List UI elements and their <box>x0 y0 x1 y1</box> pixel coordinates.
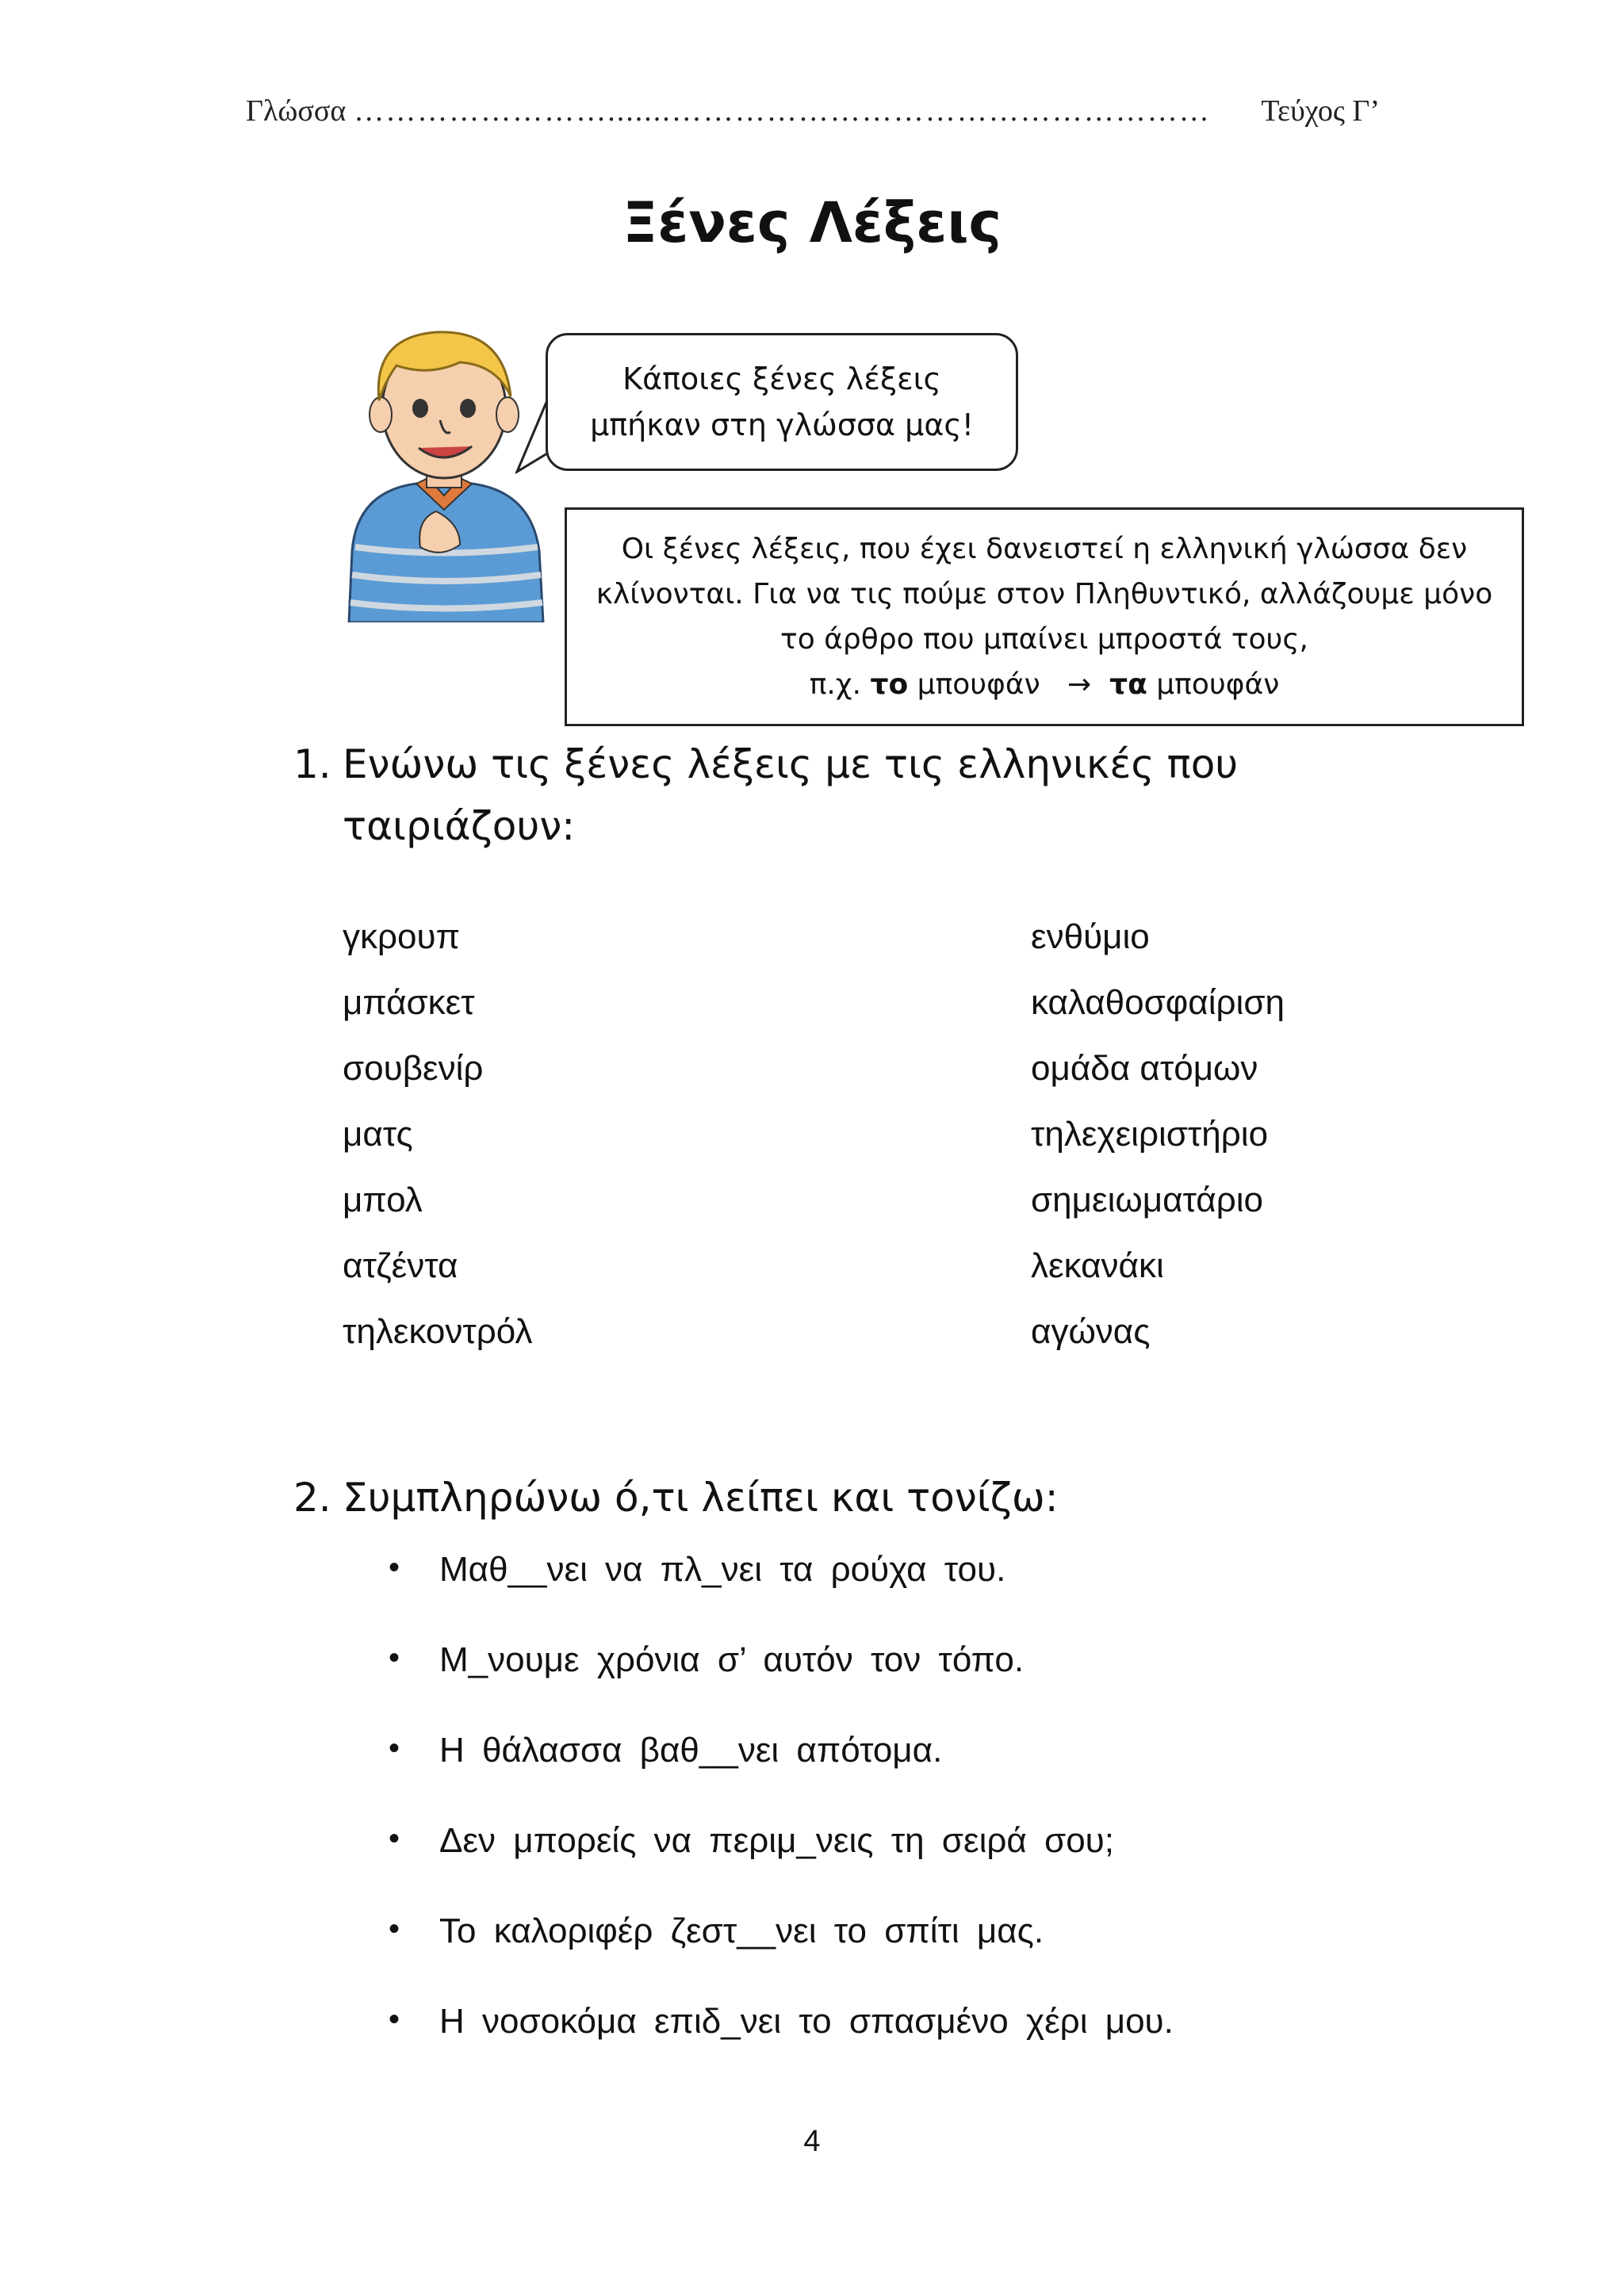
sentence-text: Η νοσοκόμα επιδ_νει το σπασμένο χέρι μου. <box>439 2002 1174 2041</box>
exercise-1-title-line-2: ταιριάζουν: <box>343 803 576 849</box>
rule-box <box>565 507 1524 726</box>
sentence-text: Η θάλασσα βαθ__νει απότομα. <box>439 1731 943 1770</box>
speech-bubble <box>546 333 1018 471</box>
header-subject: Γλώσσα <box>246 94 347 128</box>
greek-words-column <box>1031 904 1285 1364</box>
bullet-icon: • <box>389 1550 400 1585</box>
greek-word: σημειωματάριο <box>1031 1181 1263 1219</box>
example-article-plural: τα <box>1109 668 1147 701</box>
header-dots: …………………….......…………………………………………… <box>354 94 1211 128</box>
sentence-text: Μαθ__νει να πλ_νει τα ρούχα του. <box>439 1550 1006 1589</box>
rule-line-3: το άρθρο που μπαίνει μπροστά τους, <box>780 623 1308 656</box>
header-issue: Τεύχος Γ’ <box>1261 94 1380 128</box>
exercise-2-number: 2. <box>293 1475 331 1521</box>
page-header <box>246 94 1380 128</box>
rule-example <box>810 662 1280 707</box>
greek-word: λεκανάκι <box>1031 1246 1164 1285</box>
greek-word: αγώνας <box>1031 1312 1151 1351</box>
speech-bubble-line-2: μπήκαν στη γλώσσα μας! <box>590 408 974 442</box>
foreign-word: μπάσκετ <box>343 983 475 1022</box>
page-number: 4 <box>803 2125 821 2158</box>
exercise-1-title-line-1: Ενώνω τις ξένες λέξεις με τις ελληνικές που <box>343 741 1239 787</box>
bullet-icon: • <box>389 1911 400 1946</box>
list-item <box>389 1821 1174 1911</box>
foreign-word: μπολ <box>343 1181 423 1219</box>
greek-word: καλαθοσφαίριση <box>1031 983 1285 1022</box>
speech-bubble-line-1: Κάποιες ξένες λέξεις <box>622 362 941 396</box>
list-item <box>389 1640 1174 1731</box>
example-prefix: π.χ. <box>809 668 862 701</box>
foreign-word: ματς <box>343 1115 413 1154</box>
bullet-icon: • <box>389 1640 400 1675</box>
greek-word: ομάδα ατόμων <box>1031 1049 1258 1088</box>
sentence-text: Μ_νουμε χρόνια σ’ αυτόν τον τόπο. <box>439 1640 1025 1679</box>
foreign-word: τηλεκοντρόλ <box>343 1312 533 1351</box>
page-title: Ξένες Λέξεις <box>622 190 1002 255</box>
list-item <box>389 2002 1174 2092</box>
example-word-singular: μπουφάν <box>917 668 1040 701</box>
sentence-text: Δεν μπορείς να περιμ_νεις τη σειρά σου; <box>439 1821 1114 1860</box>
greek-word: ενθύμιο <box>1031 917 1150 956</box>
bullet-icon: • <box>389 2002 400 2037</box>
list-item <box>389 1550 1174 1640</box>
arrow-icon: → <box>1067 668 1092 701</box>
bullet-icon: • <box>389 1821 400 1856</box>
exercise-1-title <box>293 733 1238 857</box>
exercise-2-title-text: Συμπληρώνω ό,τι λείπει και τονίζω: <box>343 1475 1059 1521</box>
sentence-text: Το καλοριφέρ ζεστ__νει το σπίτι μας. <box>439 1911 1044 1950</box>
example-article-singular: το <box>870 668 909 701</box>
exercise-1-number: 1. <box>293 741 331 787</box>
bullet-icon: • <box>389 1731 400 1766</box>
exercise-2-title <box>293 1467 1059 1529</box>
greek-word: τηλεχειριστήριο <box>1031 1115 1269 1154</box>
rule-line-1: Οι ξένες λέξεις, που έχει δανειστεί η ελληνική γλώσσα δεν <box>621 533 1468 565</box>
foreign-words-column <box>343 904 532 1364</box>
list-item <box>389 1911 1174 2002</box>
example-word-plural: μπουφάν <box>1156 668 1280 701</box>
foreign-word: γκρουπ <box>343 917 460 956</box>
rule-line-2: κλίνονται. Για να τις πούμε στον Πληθυντικό, αλλάζουμε μόνο <box>596 578 1493 610</box>
foreign-word: ατζέντα <box>343 1246 458 1285</box>
sentence-list <box>389 1550 1174 2092</box>
list-item <box>389 1731 1174 1821</box>
foreign-word: σουβενίρ <box>343 1049 484 1088</box>
